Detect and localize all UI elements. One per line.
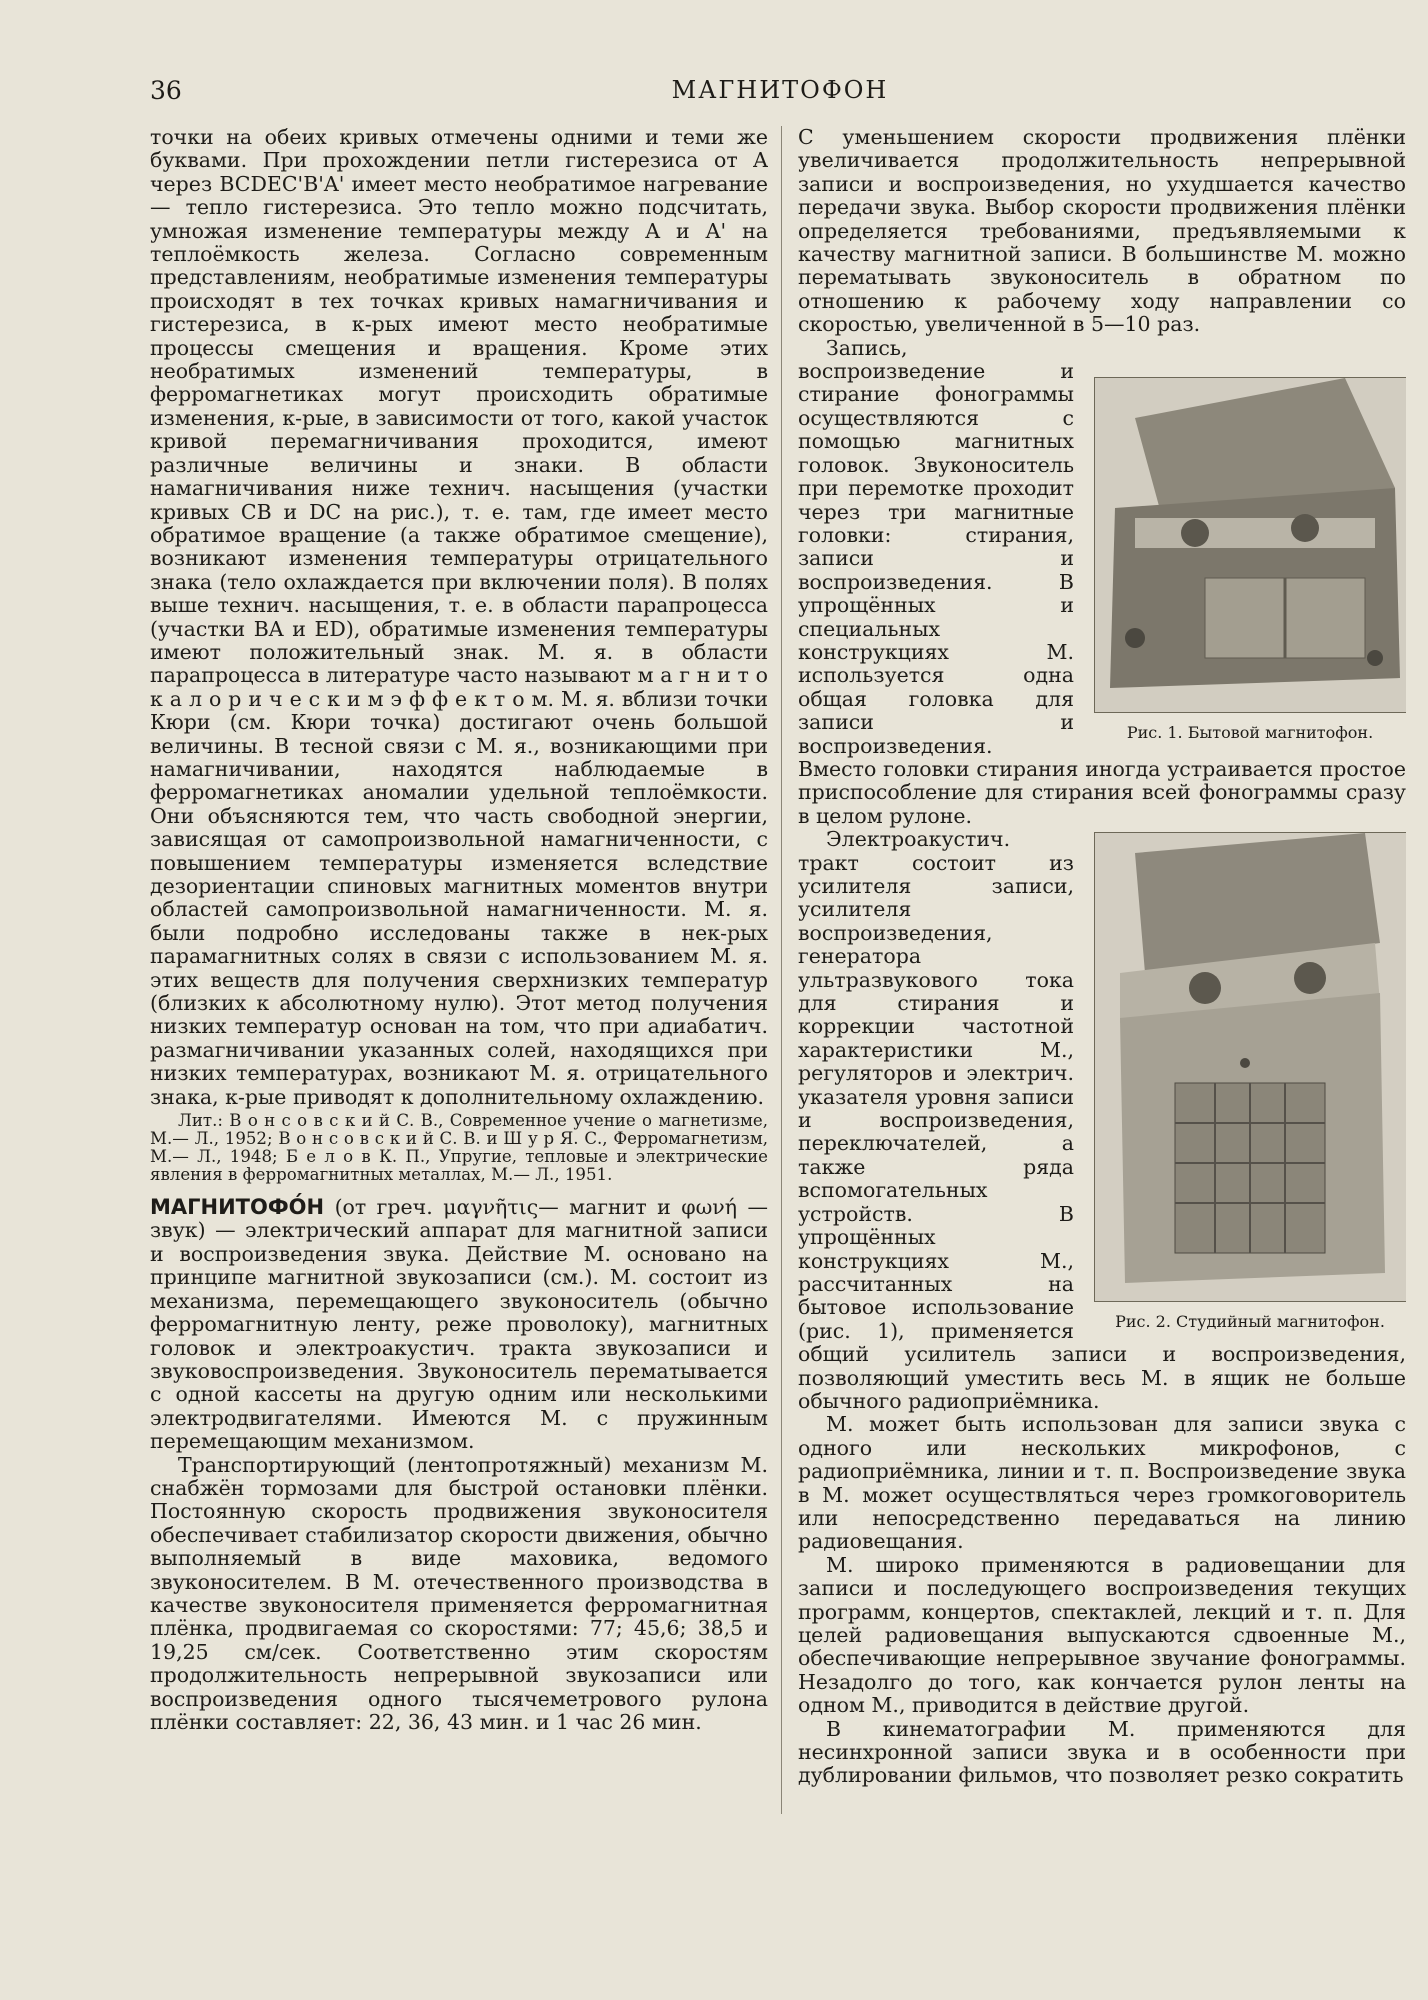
- figure-1: [1094, 377, 1406, 743]
- paragraph: Запись, воспроизведение и стирание фонограммы осуществляются с помощью магнитных головок. Звуконоситель при перемотке проходит через три магнитные головки: стирания, записи и воспроизведения. В упрощённых и специальных конструкциях М. используется одна общая головка для записи и воспроизведения. Вместо головки стирания иногда устраивается простое приспособление для стирания всей фонограммы сразу в целом рулоне.: [798, 335, 1406, 828]
- entry-definition: (от греч. μαγνῆτις— магнит и φωνή — звук) — электрический аппарат для магнитной записи и воспроизведения звука. Действие М. основано на принципе магнитной звукозаписи (см.). М. состоит из механизма, перемещающего звуконоситель (обычно ферромагнитную ленту, реже проволоку), магнитных головок и электроакустич. тракта звукозаписи и звуковоспроизведения. Звуконоситель перематывается с одной кассеты на другую одним или несколькими электродвигателями. Имеются М. с пружинным перемещающим механизмом.: [150, 1195, 768, 1454]
- paragraph: Транспортирующий (лентопротяжный) механизм М. снабжён тормозами для быстрой остановки плёнки. Постоянную скорость продвижения звуконосителя обеспечивает стабилизатор скорости движения, обычно выполняемый в виде маховика, ведомого звуконосителем. В М. отечественного производства в качестве звуконосителя применяется ферромагнитная плёнка, продвигаемая со скоростями: 77; 45,6; 38,5 и 19,25 см/сек. Соответственно этим скоростям продолжительность непрерывной звукозаписи или воспроизведения одного тысячеметрового рулона плёнки составляет: 22, 36, 43 мин. и 1 час 26 мин.: [150, 1452, 768, 1734]
- paragraph: М. может быть использован для записи звука с одного или нескольких микрофонов, с радиоприёмника, линии и т. п. Воспроизведение звука в М. может осуществляться через громкоговоритель или непосредственно передаваться на линию радиовещания.: [798, 1412, 1406, 1554]
- entry-headword: МАГНИТОФО́Н: [150, 1195, 325, 1220]
- paragraph: точки на обеих кривых отмечены одними и теми же буквами. При прохождении петли гистерезиса от A через BCDEC'B'A' имеет место необратимое нагревание — тепло гистерезиса. Это тепло можно подсчитать, умножая изменение температуры между A и A' на теплоёмкость железа. Согласно современным представлениям, необратимые изменения температуры происходят в тех точках кривых намагничивания и гистерезиса, в к-рых имеют место необратимые процессы смещения и вращения. Кроме этих необратимых изменений температуры, в ферромагнетиках могут происходить обратимые изменения, к-рые, в зависимости от того, какой участок кривой перемагничивания проходится, имеют различные величины и знаки. В области намагничивания ниже технич. насыщения (участки кривых CB и DC на рис.), т. е. там, где имеет место обратимое вращение (а также обратимое смещение), возникают изменения температуры отрицательного знака (тело охлаждается при включении поля). В полях выше технич. насыщения, т. е. в области парапроцесса (участки BA и ED), обратимые изменения температуры имеют положительный знак. М. я. в области парапроцесса в литературе часто называют м а г н и т о к а л о р и ч е с к и м э ф ф е к т о м. М. я. вблизи точки Кюри (см. Кюри точка) достигают очень большой величины. В тесной связи с М. я., возникающими при намагничивании, находятся наблюдаемые в ферромагнетиках аномалии удельной теплоёмкости. Они объясняются тем, что часть свободной энергии, зависящая от самопроизвольной намагниченности, с повышением температуры изменяется вследствие дезориентации спиновых магнитных моментов внутри областей самопроизвольной намагниченности. М. я. были подробно исследованы также в нек-рых парамагнитных солях в связи с использованием М. я. этих веществ для получения сверхнизких температур (близких к абсолютному нулю). Этот метод получения низких температур основан на том, что при адиабатич. размагничивании указанных солей, находящихся при низких температурах, возникают М. я. отрицательного знака, к-рые приводят к дополнительному охлаждению.: [150, 126, 768, 1109]
- household-tape-recorder-image: [1095, 378, 1406, 712]
- right-column: [798, 126, 1406, 1816]
- entry-paragraph: [150, 1196, 768, 1453]
- figure-2: [1094, 832, 1406, 1332]
- paragraph: В кинематографии М. применяются для несинхронной записи звука и в особенности при дублировании фильмов, что позволяет резко сократить: [798, 1716, 1406, 1788]
- page-header: [150, 76, 1410, 112]
- left-column: [150, 126, 768, 1816]
- studio-tape-recorder-image: [1095, 833, 1406, 1301]
- figure-2-caption: Рис. 2. Студийный магнитофон.: [1115, 1312, 1385, 1332]
- running-title: МАГНИТОФОН: [671, 76, 889, 104]
- literature-references: Лит.: В о н с о в с к и й С. В., Современное учение о магнетизме, М.— Л., 1952; В о н с о в с к и й С. В. и Ш у р Я. С., Ферромагнетизм, М.— Л., 1948; Б е л о в К. П., Упругие, тепловые и электрические явления в ферромагнитных металлах, М.— Л., 1951.: [150, 1111, 768, 1185]
- paragraph: С уменьшением скорости продвижения плёнки увеличивается продолжительность непрерывной записи и воспроизведения, но ухудшается качество передачи звука. Выбор скорости продвижения плёнки определяется требованиями, предъявляемыми к качеству магнитной записи. В большинстве М. можно перематывать звуконоситель в обратном по отношению к рабочему ходу направлении со скоростью, увеличенной в 5—10 раз.: [798, 126, 1406, 337]
- figure-1-photo: [1094, 377, 1406, 713]
- paragraph: М. широко применяются в радиовещании для записи и последующего воспроизведения текущих программ, концертов, спектаклей, лекций и т. п. Для целей радиовещания выпускаются сдвоенные М., обеспечивающие непрерывное звучание фонограммы. Незадолго до того, как кончается рулон ленты на одном М., приводится в действие другой.: [798, 1552, 1406, 1718]
- figure-2-photo: [1094, 832, 1406, 1302]
- paragraph: Электроакустич. тракт состоит из усилителя записи, усилителя воспроизведения, генератора ультразвукового тока для стирания и коррекции частотной характеристики М., регуляторов и электрич. указателя уровня записи и воспроизведения, переключателей, а также ряда вспомогательных устройств. В упрощённых конструкциях М., рассчитанных на бытовое использование (рис. 1), применяется общий усилитель записи и воспроизведения, позволяющий уместить весь М. в ящик не больше обычного радиоприёмника.: [798, 827, 1406, 1413]
- column-divider: [781, 126, 782, 1814]
- page-number: 36: [150, 76, 182, 105]
- figure-1-caption: Рис. 1. Бытовой магнитофон.: [1126, 722, 1374, 742]
